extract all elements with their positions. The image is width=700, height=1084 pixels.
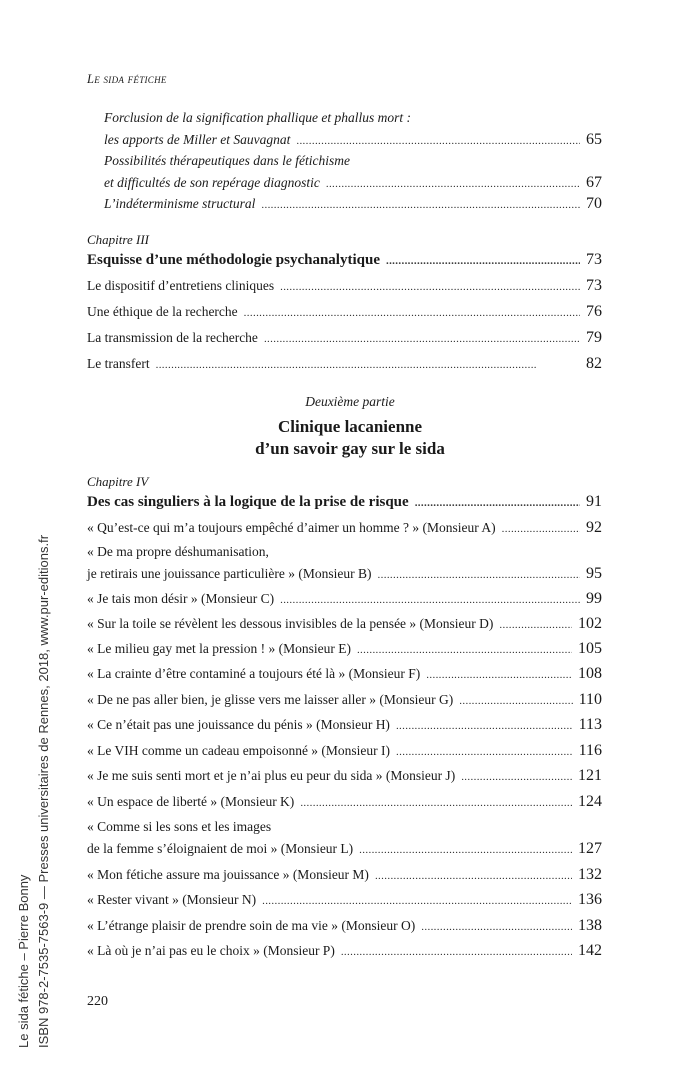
toc-page-number: 116	[578, 742, 602, 759]
toc-entry[interactable]	[87, 329, 602, 349]
toc-page-number: 113	[578, 716, 602, 733]
toc-entry[interactable]	[87, 615, 602, 635]
toc-page-number: 92	[586, 519, 602, 536]
toc-entry-label: Le transfert	[87, 356, 150, 371]
part-label: Deuxième partie	[305, 394, 395, 409]
toc-entry[interactable]	[87, 355, 602, 375]
toc-page-number: 91	[586, 493, 602, 510]
running-head: Le sida fétiche	[87, 72, 167, 86]
chapter-title: Esquisse d’une méthodologie psychanalytique	[87, 252, 380, 268]
toc-entry	[104, 110, 602, 130]
dot-leader	[499, 619, 572, 631]
toc-entry[interactable]	[87, 716, 602, 736]
toc-entry[interactable]	[104, 174, 602, 194]
toc-page-number: 82	[586, 355, 602, 372]
toc-entry[interactable]	[87, 767, 602, 787]
dot-leader	[264, 333, 580, 345]
toc-entry-label: « Sur la toile se révèlent les dessous invisibles de la pensée » (Monsieur D)	[87, 616, 494, 631]
chapter-title: Des cas singuliers à la logique de la prise de risque	[87, 494, 409, 510]
toc-entry[interactable]	[87, 840, 602, 860]
dot-leader	[378, 569, 580, 581]
toc-entry	[87, 544, 602, 564]
toc-entry-label: « Mon fétiche assure ma jouissance » (Monsieur M)	[87, 867, 369, 882]
toc-entry-label: « La crainte d’être contaminé a toujours été là » (Monsieur F)	[87, 666, 421, 681]
dot-leader	[396, 720, 573, 732]
toc-entry[interactable]	[87, 691, 602, 711]
toc-entry-label: « Le VIH comme un cadeau empoisonné » (Monsieur I)	[87, 743, 391, 758]
toc-entry[interactable]	[87, 565, 602, 585]
toc-entry[interactable]	[87, 917, 602, 937]
chapter-title-entry[interactable]	[87, 251, 602, 271]
dot-leader	[375, 870, 572, 882]
toc-page-number: 136	[578, 891, 602, 908]
toc-entry-label: La transmission de la recherche	[87, 330, 258, 345]
toc-entry[interactable]	[87, 866, 602, 886]
toc-page-number: 110	[578, 691, 602, 708]
toc-entry-label: « Qu’est-ce qui m’a toujours empêché d’aimer un homme ? » (Monsieur A)	[87, 520, 496, 535]
toc-page-number: 99	[586, 590, 602, 607]
toc-entry-label: « Ce n’était pas une jouissance du pénis » (Monsieur H)	[87, 717, 390, 732]
toc-entry[interactable]	[87, 519, 602, 539]
toc-entry-label: Une éthique de la recherche	[87, 304, 238, 319]
toc-entry-label: « Un espace de liberté » (Monsieur K)	[87, 794, 295, 809]
toc-entry[interactable]	[87, 303, 602, 323]
toc-entry[interactable]	[87, 891, 602, 911]
dot-leader	[262, 895, 572, 907]
dot-leader	[156, 359, 580, 371]
toc-entry-label: les apports de Miller et Sauvagnat	[104, 132, 291, 147]
toc-page-number: 73	[586, 251, 602, 268]
dot-leader	[461, 771, 572, 783]
toc-entry[interactable]	[104, 195, 602, 215]
toc-entry-label: Forclusion de la signification phallique et phallus mort :	[104, 110, 411, 125]
dot-leader	[296, 135, 580, 147]
side-credit-line-1: Le sida fétiche – Pierre Bonny	[16, 874, 31, 1048]
toc-page-number: 138	[578, 917, 602, 934]
dot-leader	[386, 255, 580, 267]
toc-entry[interactable]	[87, 590, 602, 610]
toc-page-number: 105	[578, 640, 602, 657]
toc-entry-label: « Rester vivant » (Monsieur N)	[87, 892, 257, 907]
toc-entry-label: « Je me suis senti mort et je n’ai plus eu peur du sida » (Monsieur J)	[87, 768, 456, 783]
toc-entry[interactable]	[87, 742, 602, 762]
dot-leader	[357, 644, 572, 656]
toc-page-number: 142	[578, 942, 602, 959]
toc-entry-label: « Je tais mon désir » (Monsieur C)	[87, 591, 275, 606]
toc-entry[interactable]	[87, 640, 602, 660]
toc-entry[interactable]	[87, 277, 602, 297]
toc-entry-label: Possibilités thérapeutiques dans le fétichisme	[104, 153, 350, 168]
dot-leader	[459, 695, 572, 707]
toc-page-number: 76	[586, 303, 602, 320]
part-title-line-1: Clinique lacanienne	[277, 417, 423, 436]
dot-leader	[280, 594, 580, 606]
toc-page-number: 102	[578, 615, 602, 632]
toc-page-number: 108	[578, 665, 602, 682]
toc-entry-label: « L’étrange plaisir de prendre soin de ma vie » (Monsieur O)	[87, 918, 416, 933]
dot-leader	[261, 199, 580, 211]
toc-entry-label: et difficultés de son repérage diagnostic	[104, 175, 320, 190]
toc-entry-label: « De ne pas aller bien, je glisse vers me laisser aller » (Monsieur G)	[87, 692, 454, 707]
toc-page-number: 95	[586, 565, 602, 582]
toc-page-number: 127	[578, 840, 602, 857]
side-credit-line-2: ISBN 978-2-7535-7563-9 — Presses universitaires de Rennes, 2018, www.pur-editions.fr	[36, 534, 51, 1048]
dot-leader	[359, 844, 572, 856]
toc-entry-label: « Là où je n’ai pas eu le choix » (Monsieur P)	[87, 943, 335, 958]
dot-leader	[396, 746, 573, 758]
dot-leader	[421, 921, 572, 933]
toc-page-number: 67	[586, 174, 602, 191]
toc-page-number: 121	[578, 767, 602, 784]
chapter-label: Chapitre III	[87, 232, 149, 247]
toc-entry[interactable]	[87, 942, 602, 962]
toc-entry-label: de la femme s’éloignaient de moi » (Monsieur L)	[87, 841, 354, 856]
toc-page-number: 124	[578, 793, 602, 810]
toc-entry-label: Le dispositif d’entretiens cliniques	[87, 278, 275, 293]
toc-entry[interactable]	[87, 665, 602, 685]
toc-entry	[104, 153, 602, 173]
toc-page-number: 70	[586, 195, 602, 212]
chapter-title-entry[interactable]	[87, 493, 602, 513]
toc-entry	[87, 819, 602, 839]
toc-entry-label: « De ma propre déshumanisation,	[87, 544, 269, 559]
dot-leader	[280, 281, 580, 293]
part-title-line-2: d’un savoir gay sur le sida	[255, 439, 445, 458]
toc-page-number: 65	[586, 131, 602, 148]
dot-leader	[300, 797, 572, 809]
dot-leader	[502, 523, 580, 535]
toc-page-number: 73	[586, 277, 602, 294]
toc-entry-label: « Comme si les sons et les images	[87, 819, 272, 834]
toc-entry-label: je retirais une jouissance particulière » (Monsieur B)	[87, 566, 372, 581]
side-credit	[14, 535, 54, 1048]
toc-entry[interactable]	[104, 131, 602, 151]
toc-entry-label: L’indéterminisme structural	[104, 196, 256, 211]
dot-leader	[244, 307, 580, 319]
dot-leader	[341, 946, 572, 958]
chapter-label: Chapitre IV	[87, 474, 149, 489]
dot-leader	[415, 497, 580, 509]
toc-page-number: 79	[586, 329, 602, 346]
page-folio: 220	[87, 994, 108, 1009]
dot-leader	[426, 669, 572, 681]
toc-entry-label: « Le milieu gay met la pression ! » (Monsieur E)	[87, 641, 351, 656]
toc-page-number: 132	[578, 866, 602, 883]
toc-entry[interactable]	[87, 793, 602, 813]
dot-leader	[326, 178, 580, 190]
